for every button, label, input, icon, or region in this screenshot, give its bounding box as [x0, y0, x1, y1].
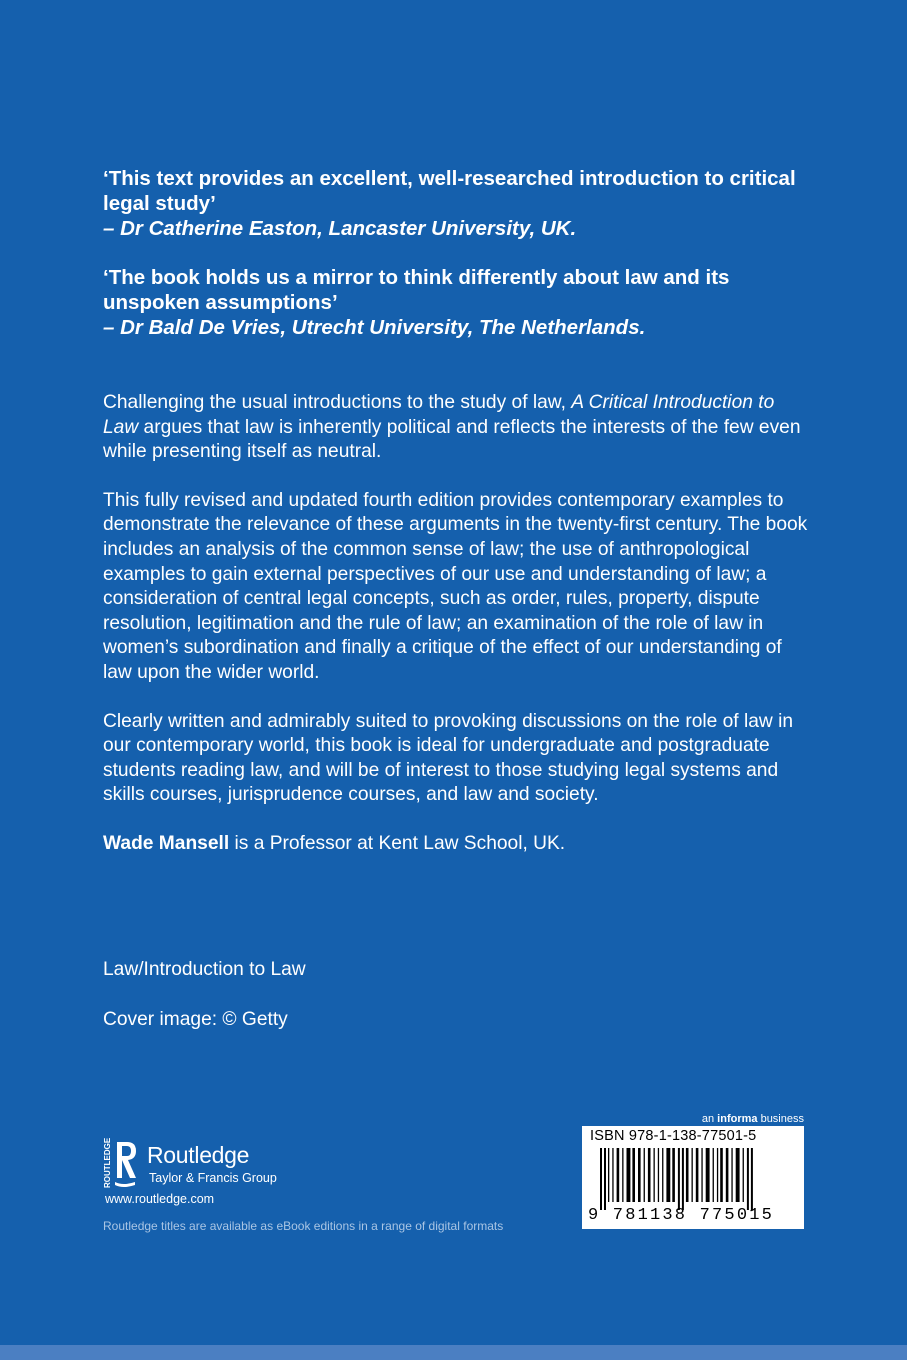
- informa-prefix: an: [701, 1113, 718, 1125]
- barcode: [600, 1148, 795, 1210]
- barcode-bar: [644, 1148, 645, 1202]
- barcode-bar: [604, 1148, 606, 1210]
- barcode-bar: [632, 1148, 635, 1202]
- informa-suffix: business: [757, 1113, 804, 1125]
- barcode-bar: [747, 1148, 749, 1210]
- barcode-bar: [751, 1148, 753, 1210]
- endorsement: [103, 265, 823, 340]
- barcode-bar: [736, 1148, 740, 1202]
- barcode-bar: [701, 1148, 702, 1202]
- description-paragraph: This fully revised and updated fourth edition provides contemporary examples to demonstrate the relevance of these arguments in the twenty-first century. The book includes an analysis of the common sense of law; the use of anthropological examples to gain external perspectives of our use and understanding of law; a consideration of central legal concepts, such as order, rules, property, dispute resolution, legitimation and the rule of law; an examination of the role of law in women’s subordination and finally a critique of the effect of our understanding of law upon the wider world.: [103, 489, 808, 683]
- barcode-bar: [706, 1148, 710, 1202]
- barcode-bar: [617, 1148, 620, 1202]
- publisher-name: Routledge: [147, 1142, 250, 1168]
- description-paragraph: Clearly written and admirably suited to provoking discussions on the role of law in our contemporary world, this book is ideal for undergraduate and postgraduate students reading law, and will be of interest to those studying legal systems and skills courses, jurisprudence courses, and law and society.: [103, 710, 794, 806]
- endorsements: [103, 166, 823, 364]
- endorsement-quote: ‘This text provides an excellent, well-researched introduction to critical legal study’: [103, 167, 796, 215]
- informa-label: [700, 1113, 804, 1126]
- author-name: Wade Mansell: [103, 832, 230, 854]
- barcode-bar: [686, 1148, 689, 1202]
- barcode-bar: [662, 1148, 663, 1202]
- cover-image-credit: Cover image: © Getty: [103, 1009, 288, 1030]
- barcode-bar: [600, 1148, 602, 1210]
- publisher-url: www.routledge.com: [105, 1192, 215, 1206]
- endorsement-attribution: – Dr Bald De Vries, Utrecht University, The Netherlands.: [103, 316, 646, 339]
- barcode-bar: [713, 1148, 714, 1202]
- book-description: [103, 391, 808, 881]
- barcode-bar: [648, 1148, 651, 1202]
- description-paragraph: [103, 391, 808, 465]
- svg-text:ROUTLEDGE: ROUTLEDGE: [103, 1138, 112, 1188]
- barcode-bar: [731, 1148, 732, 1202]
- informa-brand: informa: [717, 1113, 758, 1125]
- barcode-bar: [612, 1148, 613, 1202]
- barcode-bar: [666, 1148, 670, 1202]
- endorsement-quote: ‘The book holds us a mirror to think differently about law and its unspoken assumptions’: [103, 266, 730, 314]
- endorsement: [103, 166, 823, 241]
- barcode-bar: [672, 1148, 675, 1202]
- endorsement-attribution: – Dr Catherine Easton, Lancaster University, UK.: [103, 217, 577, 240]
- author-bio: [103, 832, 808, 857]
- author-bio-text: is a Professor at Kent Law School, UK.: [229, 832, 566, 854]
- barcode-bar: [682, 1148, 684, 1210]
- barcode-bar: [720, 1148, 723, 1202]
- barcode-bar: [638, 1148, 641, 1202]
- ebook-note: Routledge titles are available as eBook editions in a range of digital formats: [103, 1219, 504, 1233]
- description-text: argues that law is inherently political and reflects the interests of the few even while presenting itself as neutral.: [103, 416, 801, 463]
- barcode-bar: [608, 1148, 609, 1202]
- barcode-bar: [678, 1148, 680, 1210]
- barcode-bar: [658, 1148, 659, 1202]
- publisher-group: Taylor & Francis Group: [149, 1171, 277, 1185]
- barcode-panel: [582, 1126, 804, 1229]
- barcode-bar: [696, 1148, 699, 1202]
- ean-digits: 9 781138 775015: [588, 1206, 775, 1225]
- barcode-bar: [622, 1148, 623, 1202]
- barcode-bar: [726, 1148, 729, 1202]
- barcode-bar: [627, 1148, 631, 1202]
- barcode-bar: [717, 1148, 718, 1202]
- barcode-bar: [743, 1148, 744, 1202]
- isbn-number: ISBN 978-1-138-77501-5: [590, 1128, 757, 1144]
- barcode-bar: [654, 1148, 655, 1202]
- description-text: Challenging the usual introductions to the study of law,: [103, 392, 572, 413]
- subject-category: Law/Introduction to Law: [103, 959, 306, 980]
- barcode-bar: [692, 1148, 693, 1202]
- bottom-edge-band: [0, 1345, 907, 1360]
- routledge-logo-icon: [103, 1138, 139, 1190]
- book-title: A Critical Introduction to Law: [103, 392, 775, 438]
